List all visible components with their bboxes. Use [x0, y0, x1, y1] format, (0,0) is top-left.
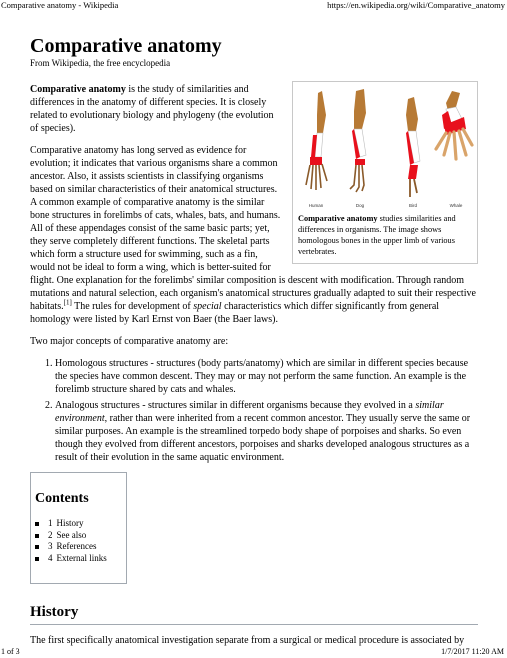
print-header [0, 0, 507, 12]
bullet-icon [35, 545, 39, 549]
figure-caption [296, 211, 474, 260]
print-datetime: 1/7/2017 11:20 AM [441, 647, 504, 656]
caption-text: studies similarities and differences in organisms. The image shows homologous bones in the upper limb of various vertebrates. [298, 214, 456, 256]
caption-bold: Comparative anatomy [298, 214, 378, 223]
figure-homologous-limbs [292, 81, 478, 264]
whale-forelimb [436, 91, 472, 159]
intro-paragraph: Comparative anatomy is the study of similarities and differences in the anatomy of different species. It is closely related to evolutionary biology and phylogeny (the evolution of species). [30, 84, 274, 134]
section-heading-history: History [30, 604, 478, 625]
reference-link-1[interactable]: [1] [63, 298, 72, 307]
dog-label: Dog [355, 203, 365, 208]
concepts-list [30, 357, 478, 464]
human-label: Human [308, 203, 324, 208]
print-footer [0, 646, 507, 658]
print-page-title: Comparative anatomy - Wikipedia [1, 0, 119, 10]
whale-label: Whale [449, 203, 463, 208]
intro-bold-term: Comparative anatomy [30, 84, 126, 95]
evidence-paragraph: Comparative anatomy has long served as evidence for evolution; it indicates that various organisms share a common ancestor. Also, it assists scientists in classifying organisms based on similar characteristics of their anatomical structures. A common example of comparative anatomy is the similar bone structures in forelimbs of cats, whales, bats, and humans. All of these appendages consist of the same basic parts; yet, they serve completely different functions. The skeletal parts which form a structure used for swimming, such as a fin, would not be ideal to form a wing, which is better-suited for flight. One explanation for the forelimbs' similar composition is descent with modification. Through random mutations and natural selection, each organism's anatomical structures gradually adapted to suit their respective habitats.[1] The rules for development of special characteristics which differ significantly from general homology were listed by Karl Ernst von Baer (the Baer laws). [30, 145, 476, 325]
bullet-icon [35, 534, 39, 538]
list-item: 2. Analogous structures - structures similar in different organisms because they evolved in a similar environment, rather than were inherited from a recent common ancestor. They usually serve the same or similar purposes. An example is the streamlined torpedo body shape of porpoises and sharks. So even though they evolved from different ancestors, porpoises and sharks developed analogous structures as a result of their evolution in the same aquatic environment. [55, 399, 478, 464]
history-paragraph: The first specifically anatomical investigation separate from a surgical or medical procedure is associated by [30, 635, 465, 646]
bird-forelimb [406, 97, 420, 197]
bird-label: Bird [408, 203, 418, 208]
toc-item-references[interactable]: 3 References [48, 541, 126, 553]
dog-forelimb [350, 89, 366, 192]
concepts-intro: Two major concepts of comparative anatomy are: [30, 336, 229, 347]
site-tagline: From Wikipedia, the free encyclopedia [30, 58, 171, 68]
print-url: https://en.wikipedia.org/wiki/Comparative_anatomy [327, 0, 505, 10]
page-title: Comparative anatomy [30, 35, 222, 57]
list-item: 1. Homologous structures - structures (body parts/anatomy) which are similar in different species because the species have common descent. They may or may not perform the same function. An example is the forelimb structure shared by cats and whales. [55, 357, 478, 396]
forelimb-comparison-image [296, 85, 474, 211]
toc-title: Contents [35, 491, 89, 506]
table-of-contents [30, 472, 127, 584]
toc-list [35, 518, 126, 564]
toc-item-see-also[interactable]: 2 See also [48, 530, 126, 542]
toc-item-history[interactable]: 1 History [48, 518, 126, 530]
bullet-icon [35, 557, 39, 561]
toc-item-external-links[interactable]: 4 External links [48, 553, 126, 565]
human-forelimb [306, 91, 327, 190]
page-count: 1 of 3 [1, 647, 20, 656]
article-body [30, 35, 478, 647]
bullet-icon [35, 522, 39, 526]
